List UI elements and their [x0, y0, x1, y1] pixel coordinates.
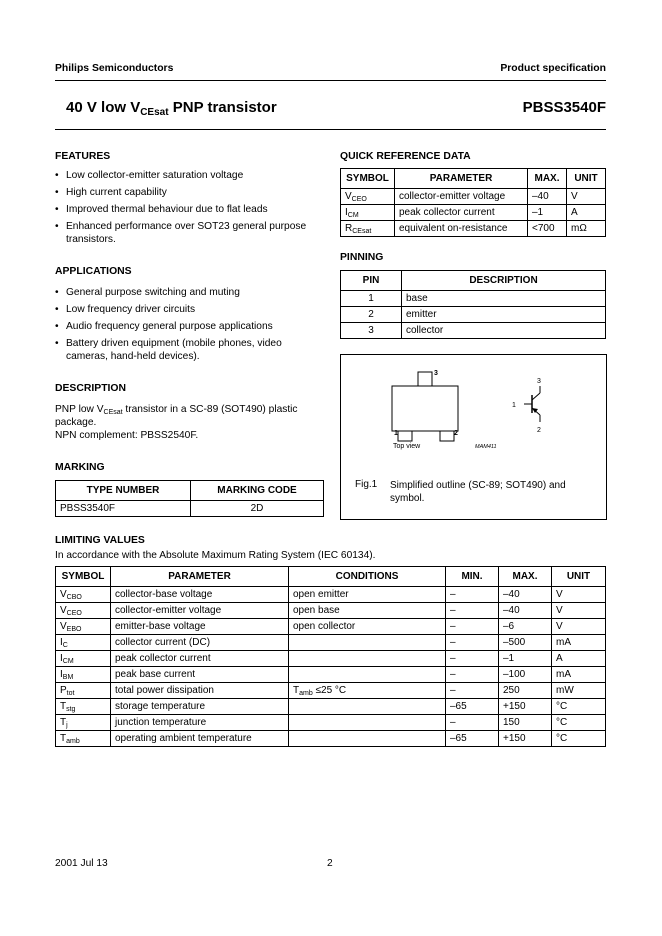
description-text: PNP low $V_{CEsat}$ transistor in a SC-89 (SOT490) plastic package. NPN complement: PBSS2540F. — [55, 404, 298, 441]
marking-type-cell: PBSS3540F — [56, 501, 191, 517]
pin-description: emitter — [402, 307, 606, 323]
lv-symbol: $T_j$ — [56, 715, 111, 731]
symbol-pin2-label: 2 — [537, 427, 541, 434]
table-row — [56, 651, 606, 667]
header-rule — [55, 80, 606, 81]
lv-symbol: $T_{stg}$ — [56, 699, 111, 715]
qr-symbol: $R_{CEsat}$ — [341, 221, 395, 237]
qr-symbol: $I_{CM}$ — [341, 205, 395, 221]
lv-conditions — [289, 667, 446, 683]
qr-col-parameter: PARAMETER — [395, 169, 528, 189]
pin3-lead — [418, 372, 432, 386]
pin-number: 1 — [341, 291, 402, 307]
table-row — [56, 699, 606, 715]
lv-symbol: $T_{amb}$ — [56, 731, 111, 747]
lv-unit: °C — [552, 699, 606, 715]
lv-max: –40 — [499, 587, 552, 603]
pin-col-pin: PIN — [341, 271, 402, 291]
lv-conditions — [289, 731, 446, 747]
table-row — [341, 189, 606, 205]
lv-min: – — [446, 651, 499, 667]
lv-col-min: MIN. — [446, 567, 499, 587]
list-item: • General purpose switching and muting — [55, 286, 317, 299]
qr-col-max: MAX. — [528, 169, 567, 189]
lv-unit: A — [552, 651, 606, 667]
table-row — [56, 683, 606, 699]
lv-unit: mA — [552, 635, 606, 651]
table-row — [341, 205, 606, 221]
part-number: PBSS3540F — [522, 99, 606, 116]
table-row — [56, 619, 606, 635]
lv-conditions — [289, 699, 446, 715]
lv-conditions: $T_{amb} \le 25$ °C — [289, 683, 446, 699]
lv-conditions: open collector — [289, 619, 446, 635]
lv-unit: V — [552, 619, 606, 635]
qr-unit: A — [567, 205, 606, 221]
symbol-collector-branch — [532, 393, 540, 400]
list-item: • Low frequency driver circuits — [55, 303, 317, 316]
page-number: 2 — [327, 858, 333, 869]
lv-parameter: peak collector current — [111, 651, 289, 667]
table-row — [56, 603, 606, 619]
lv-col-parameter: PARAMETER — [111, 567, 289, 587]
limiting-values-table — [55, 566, 606, 747]
pin1-lead — [398, 431, 412, 441]
lv-parameter: collector current (DC) — [111, 635, 289, 651]
lv-min: – — [446, 635, 499, 651]
table-row — [56, 501, 324, 517]
lv-symbol: $I_{CM}$ — [56, 651, 111, 667]
lv-unit: V — [552, 587, 606, 603]
lv-max: 250 — [499, 683, 552, 699]
lv-conditions — [289, 635, 446, 651]
pin-number: 2 — [341, 307, 402, 323]
lv-parameter: emitter-base voltage — [111, 619, 289, 635]
pinning-table — [340, 270, 606, 339]
pin-col-description: DESCRIPTION — [402, 271, 606, 291]
marking-col-code: MARKING CODE — [191, 481, 324, 501]
list-item: • High current capability — [55, 186, 325, 199]
marking-table — [55, 480, 324, 517]
pin3-label: 3 — [434, 370, 438, 377]
lv-max: –100 — [499, 667, 552, 683]
lv-conditions: open emitter — [289, 587, 446, 603]
lv-conditions — [289, 715, 446, 731]
lv-min: – — [446, 667, 499, 683]
list-item: • Enhanced performance over SOT23 general purpose transistors. — [55, 220, 325, 246]
qr-max: –1 — [528, 205, 567, 221]
lv-parameter: total power dissipation — [111, 683, 289, 699]
list-item: • Battery driven equipment (mobile phones, video cameras, hand-held devices). — [55, 337, 317, 363]
symbol-pin1-label: 1 — [512, 402, 516, 409]
lv-col-max: MAX. — [499, 567, 552, 587]
package-body — [392, 386, 458, 431]
lv-max: –1 — [499, 651, 552, 667]
lv-max: +150 — [499, 731, 552, 747]
pinning-heading: PINNING — [340, 252, 384, 263]
lv-min: –65 — [446, 731, 499, 747]
qr-max: –40 — [528, 189, 567, 205]
lv-max: –500 — [499, 635, 552, 651]
qr-unit: mΩ — [567, 221, 606, 237]
lv-col-unit: UNIT — [552, 567, 606, 587]
figure-caption-text: Simplified outline (SC-89; SOT490) and symbol. — [390, 480, 566, 504]
lv-min: –65 — [446, 699, 499, 715]
top-view-label: Top view — [393, 443, 421, 450]
lv-symbol: $I_C$ — [56, 635, 111, 651]
pin-description: collector — [402, 323, 606, 339]
qr-parameter: peak collector current — [395, 205, 528, 221]
lv-parameter: operating ambient temperature — [111, 731, 289, 747]
footer-date: 2001 Jul 13 — [55, 858, 108, 869]
lv-max: +150 — [499, 699, 552, 715]
lv-max: –40 — [499, 603, 552, 619]
header-doc-type: Product specification — [500, 63, 606, 74]
list-item: • Audio frequency general purpose applications — [55, 320, 317, 333]
table-row — [341, 291, 606, 307]
lv-parameter: collector-base voltage — [111, 587, 289, 603]
qr-parameter: equivalent on-resistance — [395, 221, 528, 237]
limiting-heading: LIMITING VALUES — [55, 535, 145, 546]
table-row — [341, 307, 606, 323]
lv-symbol: $I_{BM}$ — [56, 667, 111, 683]
lv-conditions — [289, 651, 446, 667]
lv-unit: mA — [552, 667, 606, 683]
figure-caption-label: Fig.1 — [355, 479, 378, 490]
figure-code: MAM411 — [475, 444, 497, 450]
pin-number: 3 — [341, 323, 402, 339]
list-item: • Low collector-emitter saturation voltage — [55, 169, 325, 182]
lv-min: – — [446, 683, 499, 699]
lv-parameter: junction temperature — [111, 715, 289, 731]
qr-max: <700 — [528, 221, 567, 237]
applications-heading: APPLICATIONS — [55, 266, 132, 277]
pin2-lead — [440, 431, 454, 441]
pin1-label: 1 — [394, 430, 398, 437]
table-row — [56, 715, 606, 731]
figure-box — [340, 354, 607, 520]
lv-unit: °C — [552, 715, 606, 731]
qr-symbol: $V_{CEO}$ — [341, 189, 395, 205]
list-item: • Improved thermal behaviour due to flat leads — [55, 203, 325, 216]
lv-col-conditions: CONDITIONS — [289, 567, 446, 587]
marking-heading: MARKING — [55, 462, 105, 473]
lv-symbol: $V_{EBO}$ — [56, 619, 111, 635]
table-row — [341, 323, 606, 339]
lv-symbol: $V_{CBO}$ — [56, 587, 111, 603]
marking-code-cell: 2D — [191, 501, 324, 517]
qr-unit: V — [567, 189, 606, 205]
qr-col-symbol: SYMBOL — [341, 169, 395, 189]
table-row — [341, 221, 606, 237]
lv-min: – — [446, 619, 499, 635]
qr-col-unit: UNIT — [567, 169, 606, 189]
page-title: 40 V low $V_{CEsat}$ PNP transistor — [66, 99, 277, 118]
package-outline-drawing — [341, 355, 606, 455]
table-row — [56, 731, 606, 747]
lv-max: –6 — [499, 619, 552, 635]
lv-symbol: $P_{tot}$ — [56, 683, 111, 699]
applications-list — [55, 286, 317, 367]
features-list — [55, 169, 325, 250]
table-row — [56, 587, 606, 603]
lv-unit: °C — [552, 731, 606, 747]
pin2-label: 2 — [454, 430, 458, 437]
lv-symbol: $V_{CEO}$ — [56, 603, 111, 619]
lv-unit: V — [552, 603, 606, 619]
lv-parameter: storage temperature — [111, 699, 289, 715]
table-row — [56, 635, 606, 651]
lv-parameter: collector-emitter voltage — [111, 603, 289, 619]
quick-ref-table — [340, 168, 606, 237]
lv-min: – — [446, 587, 499, 603]
limiting-intro: In accordance with the Absolute Maximum Rating System (IEC 60134). — [55, 550, 376, 561]
features-heading: FEATURES — [55, 151, 111, 162]
lv-unit: mW — [552, 683, 606, 699]
lv-parameter: peak base current — [111, 667, 289, 683]
table-row — [56, 667, 606, 683]
lv-min: – — [446, 715, 499, 731]
lv-min: – — [446, 603, 499, 619]
quick-ref-heading: QUICK REFERENCE DATA — [340, 151, 471, 162]
lv-conditions: open base — [289, 603, 446, 619]
title-rule — [55, 129, 606, 130]
qr-parameter: collector-emitter voltage — [395, 189, 528, 205]
lv-max: 150 — [499, 715, 552, 731]
pin-description: base — [402, 291, 606, 307]
marking-col-type: TYPE NUMBER — [56, 481, 191, 501]
header-company: Philips Semiconductors — [55, 63, 174, 74]
symbol-pin3-label: 3 — [537, 378, 541, 385]
lv-col-symbol: SYMBOL — [56, 567, 111, 587]
description-heading: DESCRIPTION — [55, 383, 127, 394]
